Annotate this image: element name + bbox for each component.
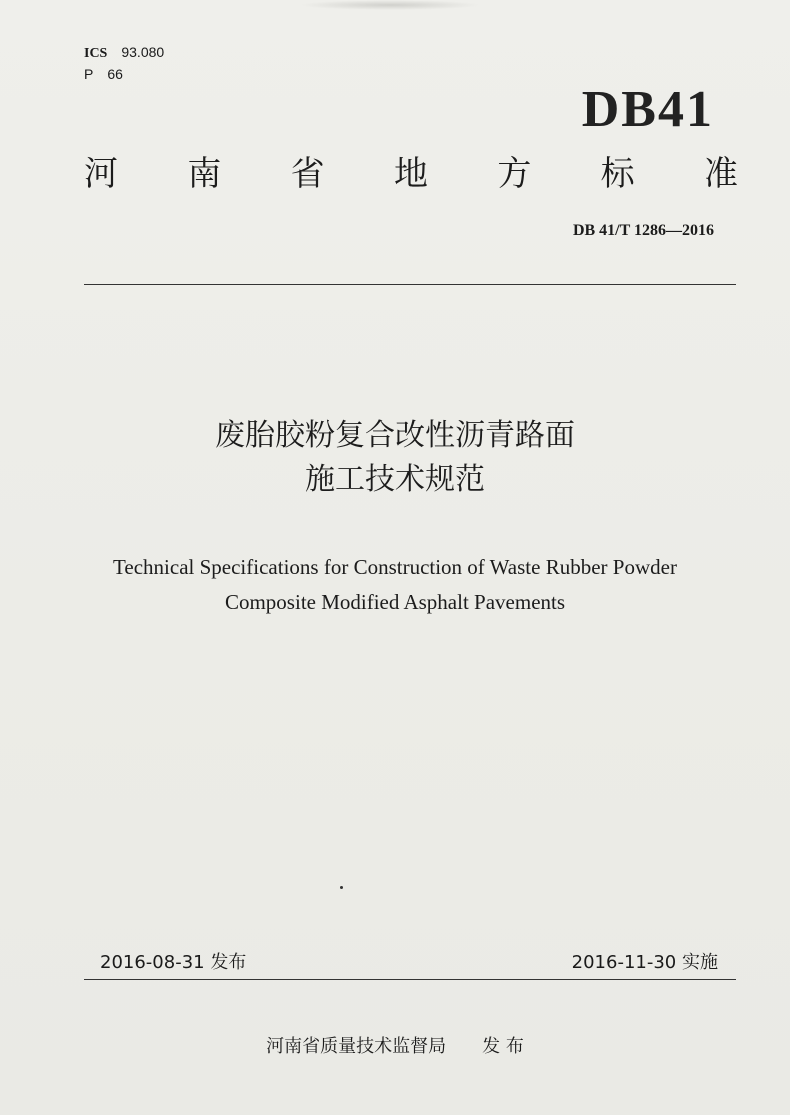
db-logo: DB41 — [581, 81, 714, 138]
title-english-line-1: Technical Specifications for Construction of Waste Rubber Powder — [113, 555, 677, 579]
standard-type-char: 标 — [600, 154, 635, 194]
title-english-line-2: Composite Modified Asphalt Pavements — [224, 590, 566, 614]
standard-type-char: 河 — [84, 154, 118, 194]
implementation-date: 2016-11-30 实施 — [571, 952, 718, 973]
p-row — [84, 64, 164, 84]
standard-type-char: 南 — [187, 154, 222, 194]
standard-code: DB 41/T 1286—2016 — [572, 222, 714, 239]
standard-type-char: 方 — [497, 154, 532, 194]
top-divider — [84, 284, 736, 285]
issue-date: 2016-08-31 发布 — [100, 952, 247, 973]
standard-type — [84, 152, 738, 196]
standard-type-char: 省 — [290, 154, 325, 194]
bottom-divider — [84, 979, 736, 980]
title-english — [0, 550, 790, 620]
title-chinese-line-1: 废胎胶粉复合改性沥青路面 — [215, 418, 575, 453]
title-chinese-line-2: 施工技术规范 — [305, 462, 485, 497]
publish-action: 发 布 — [482, 1036, 524, 1057]
classification-block — [84, 42, 164, 84]
ics-code: 93.080 — [121, 44, 165, 60]
ics-label: ICS — [84, 46, 108, 61]
p-label: P — [84, 66, 94, 82]
title-chinese — [0, 414, 790, 502]
standard-type-char: 地 — [393, 154, 428, 194]
standard-type-char: 准 — [703, 154, 738, 194]
p-code: 66 — [107, 66, 123, 82]
scan-speck — [340, 886, 343, 889]
ics-row — [84, 42, 164, 64]
scan-shadow — [300, 0, 480, 10]
publisher-name: 河南省质量技术监督局 — [266, 1036, 447, 1057]
dates-row — [100, 950, 718, 976]
publisher-line — [0, 1034, 790, 1060]
